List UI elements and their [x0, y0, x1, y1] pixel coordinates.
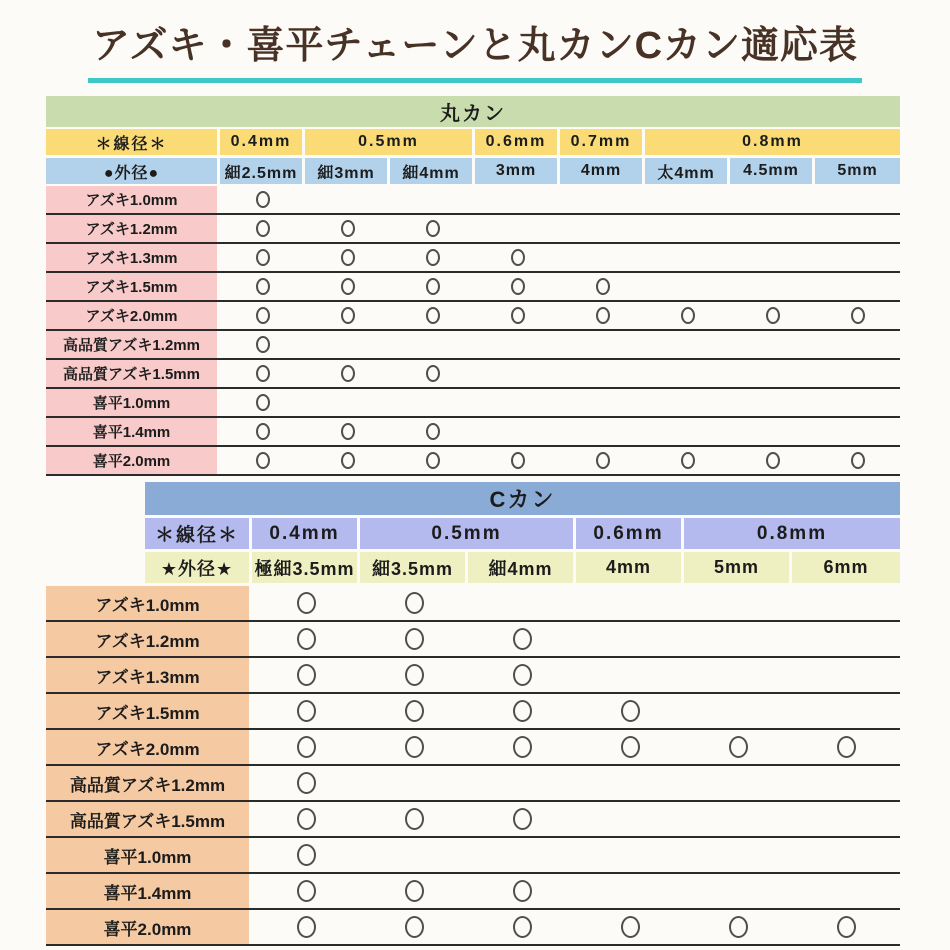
compat-cell: [815, 418, 900, 445]
compat-circle: [426, 249, 440, 266]
c-od-size: 5mm: [684, 552, 792, 583]
maru-chain-row-label: アズキ1.0mm: [46, 186, 220, 213]
compat-circle: [256, 394, 270, 411]
maru-chain-row-label: 喜平1.4mm: [46, 418, 220, 445]
compat-circle: [297, 916, 316, 938]
c-wire-size: 0.6mm: [576, 518, 684, 549]
compat-circle: [341, 423, 355, 440]
compat-cell: [475, 215, 560, 242]
compat-circle: [297, 808, 316, 830]
compat-cell: [252, 586, 360, 620]
compat-cell: [360, 658, 468, 692]
compat-cell: [576, 910, 684, 944]
compat-circle: [256, 423, 270, 440]
compat-circle: [766, 307, 780, 324]
compat-circle: [513, 664, 532, 686]
compat-cell: [560, 447, 645, 474]
compat-cell: [792, 802, 900, 836]
compat-cell: [684, 838, 792, 872]
maru-wire-diameter-row: [46, 129, 900, 155]
compat-cell: [360, 874, 468, 908]
compat-cell: [390, 273, 475, 300]
compat-cell: [305, 273, 390, 300]
page-header: [0, 14, 950, 83]
compat-cell: [576, 622, 684, 656]
compat-cell: [730, 273, 815, 300]
compat-cell: [360, 910, 468, 944]
c-chain-row-label: アズキ1.0mm: [46, 586, 252, 620]
c-wire-row-label: ＊線径＊: [145, 518, 252, 549]
compat-circle: [596, 452, 610, 469]
c-wire-size: 0.8mm: [684, 518, 900, 549]
compat-circle: [341, 220, 355, 237]
compat-cell: [560, 418, 645, 445]
compat-cell: [305, 418, 390, 445]
maru-od-size: 4mm: [560, 158, 645, 184]
compat-cell: [730, 360, 815, 387]
compat-cell: [684, 910, 792, 944]
compat-cell: [305, 389, 390, 416]
compat-circle: [405, 700, 424, 722]
compat-cell: [684, 586, 792, 620]
compat-cell: [576, 694, 684, 728]
maru-chain-row-label: アズキ1.5mm: [46, 273, 220, 300]
compat-cell: [252, 910, 360, 944]
compat-cell: [305, 244, 390, 271]
compat-cell: [475, 331, 560, 358]
compat-circle: [297, 844, 316, 866]
compat-cell: [645, 215, 730, 242]
compat-cell: [252, 802, 360, 836]
compat-cell: [815, 273, 900, 300]
c-kan-header-row: [46, 482, 900, 518]
compat-cell: [560, 302, 645, 329]
maru-chain-row: [46, 302, 900, 331]
c-chain-row-label: 喜平1.0mm: [46, 838, 252, 872]
compat-cell: [730, 389, 815, 416]
compat-cell: [730, 244, 815, 271]
compat-cell: [684, 658, 792, 692]
compat-cell: [576, 874, 684, 908]
compat-cell: [220, 186, 305, 213]
compat-circle: [621, 916, 640, 938]
compat-cell: [792, 586, 900, 620]
compat-circle: [405, 736, 424, 758]
compat-cell: [576, 802, 684, 836]
compat-circle: [681, 307, 695, 324]
c-od-size: 細4mm: [468, 552, 576, 583]
c-wire-size: 0.5mm: [360, 518, 576, 549]
compat-cell: [560, 186, 645, 213]
compat-circle: [621, 736, 640, 758]
c-kan-header-spacer: [46, 482, 145, 518]
c-wire-diameter-row: [46, 518, 900, 549]
compat-cell: [815, 360, 900, 387]
compat-cell: [468, 874, 576, 908]
compat-cell: [560, 360, 645, 387]
compat-cell: [815, 331, 900, 358]
maru-od-size: 太4mm: [645, 158, 730, 184]
maru-outer-diameter-row: [46, 158, 900, 184]
compat-circle: [766, 452, 780, 469]
maru-wire-size: 0.5mm: [305, 129, 475, 155]
compat-cell: [475, 389, 560, 416]
compat-cell: [220, 389, 305, 416]
page-title: アズキ・喜平チェーンと丸カンCカン適応表: [88, 14, 862, 83]
compat-cell: [360, 586, 468, 620]
compat-circle: [426, 365, 440, 382]
maru-chain-row-label: 喜平2.0mm: [46, 447, 220, 474]
maru-wire-columns: [220, 129, 900, 155]
compat-cell: [730, 302, 815, 329]
compat-cell: [645, 302, 730, 329]
compat-cell: [792, 910, 900, 944]
compat-cell: [360, 622, 468, 656]
compat-cell: [815, 389, 900, 416]
compat-cell: [360, 802, 468, 836]
maru-chain-row-label: アズキ1.3mm: [46, 244, 220, 271]
c-chain-row: [46, 874, 900, 910]
maru-chain-row: [46, 389, 900, 418]
c-chain-row-label: アズキ1.5mm: [46, 694, 252, 728]
compat-cell: [792, 658, 900, 692]
c-chain-row-label: アズキ2.0mm: [46, 730, 252, 764]
compat-cell: [220, 273, 305, 300]
compat-circle: [513, 628, 532, 650]
compat-cell: [468, 658, 576, 692]
compat-cell: [252, 622, 360, 656]
compat-cell: [645, 186, 730, 213]
compat-cell: [730, 186, 815, 213]
compat-circle: [341, 452, 355, 469]
compat-cell: [305, 447, 390, 474]
compat-cell: [305, 360, 390, 387]
compat-circle: [596, 307, 610, 324]
compat-cell: [252, 730, 360, 764]
compat-circle: [297, 736, 316, 758]
compat-cell: [360, 730, 468, 764]
compat-cell: [390, 389, 475, 416]
compat-cell: [360, 694, 468, 728]
maru-od-size: 5mm: [815, 158, 900, 184]
c-data-rows: [46, 586, 900, 946]
compat-cell: [792, 622, 900, 656]
compat-cell: [468, 730, 576, 764]
compat-cell: [560, 389, 645, 416]
compat-cell: [576, 766, 684, 800]
maru-wire-size: 0.7mm: [560, 129, 645, 155]
compat-circle: [405, 916, 424, 938]
compat-circle: [297, 592, 316, 614]
compat-cell: [475, 302, 560, 329]
compat-circle: [256, 220, 270, 237]
compat-circle: [405, 880, 424, 902]
compat-cell: [576, 730, 684, 764]
maru-chain-row-label: 高品質アズキ1.2mm: [46, 331, 220, 358]
maru-od-size: 細2.5mm: [220, 158, 305, 184]
compat-circle: [341, 278, 355, 295]
compat-cell: [220, 302, 305, 329]
maru-chain-row: [46, 186, 900, 215]
compat-cell: [730, 447, 815, 474]
c-chain-row: [46, 622, 900, 658]
compat-cell: [305, 331, 390, 358]
maru-od-size: 4.5mm: [730, 158, 815, 184]
maru-chain-row: [46, 331, 900, 360]
maru-kan-table-title: 丸カン: [46, 96, 900, 127]
compat-circle: [851, 452, 865, 469]
maru-chain-row: [46, 360, 900, 389]
compat-circle: [405, 664, 424, 686]
compat-circle: [297, 664, 316, 686]
compat-circle: [341, 249, 355, 266]
c-kan-table-title: Cカン: [145, 482, 900, 515]
compat-cell: [252, 838, 360, 872]
maru-chain-row-label: 高品質アズキ1.5mm: [46, 360, 220, 387]
maru-chain-row-label: 喜平1.0mm: [46, 389, 220, 416]
c-wire-size: 0.4mm: [252, 518, 360, 549]
compat-circle: [426, 452, 440, 469]
compat-cell: [468, 766, 576, 800]
compat-circle: [297, 700, 316, 722]
compat-circle: [256, 191, 270, 208]
maru-od-size: 3mm: [475, 158, 560, 184]
c-chain-row: [46, 802, 900, 838]
c-od-size: 細3.5mm: [360, 552, 468, 583]
maru-chain-row: [46, 418, 900, 447]
compat-cell: [645, 273, 730, 300]
compat-cell: [475, 360, 560, 387]
compat-cell: [730, 331, 815, 358]
compat-circle: [511, 307, 525, 324]
compat-cell: [684, 694, 792, 728]
compat-cell: [305, 186, 390, 213]
c-chain-row-label: 喜平1.4mm: [46, 874, 252, 908]
compat-cell: [390, 418, 475, 445]
maru-od-size: 細3mm: [305, 158, 390, 184]
maru-data-rows: [46, 186, 900, 476]
compat-circle: [621, 700, 640, 722]
c-chain-row-label: 喜平2.0mm: [46, 910, 252, 944]
compat-cell: [475, 186, 560, 213]
compat-circle: [513, 916, 532, 938]
compat-cell: [645, 360, 730, 387]
compat-circle: [837, 736, 856, 758]
compat-circle: [511, 278, 525, 295]
compat-cell: [645, 418, 730, 445]
compat-circle: [297, 880, 316, 902]
compat-cell: [792, 766, 900, 800]
compat-circle: [426, 423, 440, 440]
compat-circle: [256, 307, 270, 324]
compat-cell: [560, 331, 645, 358]
compat-circle: [405, 628, 424, 650]
maru-wire-size: 0.4mm: [220, 129, 305, 155]
compat-cell: [305, 215, 390, 242]
compat-cell: [730, 215, 815, 242]
compat-circle: [256, 336, 270, 353]
compat-cell: [252, 658, 360, 692]
compat-cell: [220, 331, 305, 358]
compat-cell: [815, 302, 900, 329]
compat-cell: [576, 658, 684, 692]
compat-cell: [792, 874, 900, 908]
compat-cell: [252, 766, 360, 800]
c-od-size: 6mm: [792, 552, 900, 583]
compat-circle: [681, 452, 695, 469]
c-chain-row: [46, 838, 900, 874]
compat-cell: [645, 389, 730, 416]
maru-wire-size: 0.6mm: [475, 129, 560, 155]
compat-cell: [360, 838, 468, 872]
compat-circle: [405, 808, 424, 830]
c-chain-row: [46, 586, 900, 622]
compat-circle: [513, 700, 532, 722]
c-kan-table: [46, 482, 900, 946]
compat-circle: [256, 278, 270, 295]
compat-cell: [684, 730, 792, 764]
compat-cell: [220, 244, 305, 271]
compat-cell: [390, 447, 475, 474]
c-chain-row-label: アズキ1.2mm: [46, 622, 252, 656]
compat-cell: [475, 418, 560, 445]
compat-cell: [792, 694, 900, 728]
compat-cell: [390, 186, 475, 213]
compat-cell: [645, 447, 730, 474]
compat-circle: [729, 916, 748, 938]
c-outer-diameter-row: [46, 552, 900, 583]
compat-cell: [792, 730, 900, 764]
compat-circle: [341, 365, 355, 382]
compat-cell: [390, 215, 475, 242]
compat-cell: [684, 802, 792, 836]
compat-cell: [220, 418, 305, 445]
compat-circle: [297, 628, 316, 650]
compat-cell: [390, 360, 475, 387]
compat-cell: [576, 586, 684, 620]
c-chain-row: [46, 730, 900, 766]
compat-circle: [297, 772, 316, 794]
compat-cell: [305, 302, 390, 329]
compat-circle: [511, 249, 525, 266]
compat-cell: [645, 244, 730, 271]
compat-cell: [468, 838, 576, 872]
compat-cell: [792, 838, 900, 872]
compat-circle: [426, 307, 440, 324]
maru-chain-row-label: アズキ2.0mm: [46, 302, 220, 329]
maru-od-columns: [220, 158, 900, 184]
compat-cell: [468, 910, 576, 944]
c-chain-row-label: 高品質アズキ1.2mm: [46, 766, 252, 800]
compat-circle: [426, 278, 440, 295]
c-wire-spacer: [46, 518, 145, 549]
compat-cell: [815, 215, 900, 242]
compat-cell: [475, 244, 560, 271]
compat-cell: [220, 215, 305, 242]
compat-cell: [730, 418, 815, 445]
compat-cell: [390, 302, 475, 329]
c-od-columns: [252, 552, 900, 583]
compat-cell: [684, 766, 792, 800]
compat-cell: [360, 766, 468, 800]
c-chain-row-label: アズキ1.3mm: [46, 658, 252, 692]
compat-cell: [684, 874, 792, 908]
maru-chain-row: [46, 215, 900, 244]
compat-circle: [513, 808, 532, 830]
compat-cell: [815, 447, 900, 474]
c-od-size: 4mm: [576, 552, 684, 583]
maru-od-size: 細4mm: [390, 158, 475, 184]
c-wire-columns: [252, 518, 900, 549]
compat-cell: [252, 874, 360, 908]
c-chain-row: [46, 910, 900, 946]
compat-cell: [560, 244, 645, 271]
c-chain-row-label: 高品質アズキ1.5mm: [46, 802, 252, 836]
maru-kan-table: [46, 96, 900, 476]
compat-cell: [468, 694, 576, 728]
compat-cell: [815, 186, 900, 213]
maru-chain-row: [46, 244, 900, 273]
maru-chain-row-label: アズキ1.2mm: [46, 215, 220, 242]
c-od-spacer: [46, 552, 145, 583]
compat-circle: [513, 736, 532, 758]
compat-circle: [851, 307, 865, 324]
c-chain-row: [46, 766, 900, 802]
compat-cell: [468, 802, 576, 836]
compat-cell: [468, 622, 576, 656]
compat-circle: [596, 278, 610, 295]
c-chain-row: [46, 658, 900, 694]
compat-cell: [468, 586, 576, 620]
maru-chain-row: [46, 447, 900, 476]
compat-cell: [220, 360, 305, 387]
maru-od-row-label: ●外径●: [46, 158, 220, 184]
compat-cell: [576, 838, 684, 872]
maru-wire-row-label: ＊線径＊: [46, 129, 220, 155]
compat-circle: [256, 365, 270, 382]
compat-circle: [513, 880, 532, 902]
maru-wire-size: 0.8mm: [645, 129, 900, 155]
compat-cell: [684, 622, 792, 656]
maru-chain-row: [46, 273, 900, 302]
compat-cell: [390, 244, 475, 271]
compat-cell: [475, 447, 560, 474]
compat-circle: [426, 220, 440, 237]
compat-circle: [341, 307, 355, 324]
compat-cell: [645, 331, 730, 358]
compat-cell: [390, 331, 475, 358]
compat-circle: [256, 452, 270, 469]
compat-cell: [220, 447, 305, 474]
compat-circle: [256, 249, 270, 266]
compat-circle: [405, 592, 424, 614]
c-od-size: 極細3.5mm: [252, 552, 360, 583]
compat-circle: [729, 736, 748, 758]
compat-cell: [560, 215, 645, 242]
compat-cell: [560, 273, 645, 300]
compat-circle: [837, 916, 856, 938]
compat-cell: [252, 694, 360, 728]
c-chain-row: [46, 694, 900, 730]
compat-circle: [511, 452, 525, 469]
c-od-row-label: ★外径★: [145, 552, 252, 583]
compat-cell: [475, 273, 560, 300]
compat-cell: [815, 244, 900, 271]
